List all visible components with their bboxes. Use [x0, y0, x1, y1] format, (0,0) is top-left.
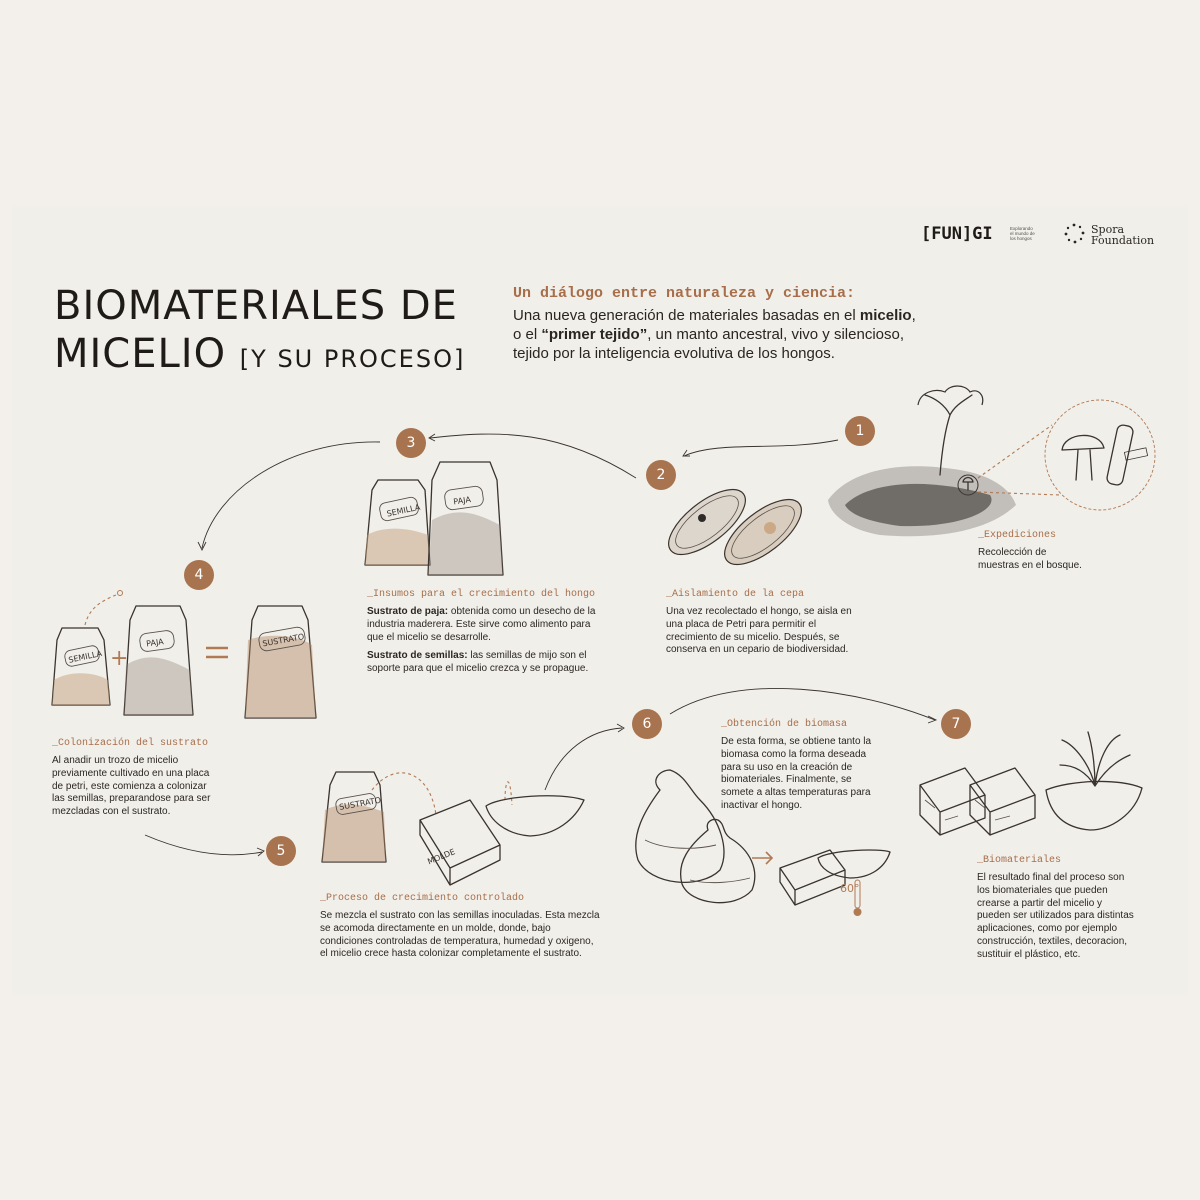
text-line: Se mezcla el sustrato con las semillas inoculadas. Esta mezcla — [320, 910, 600, 921]
text-line: una placa de Petri para permitir el — [666, 618, 817, 630]
spora-logo-line: Foundation — [1091, 234, 1155, 247]
lead-line-3: tejido por la inteligencia evolutiva de los hongos. — [513, 345, 835, 362]
text-line: crearse a partir del micelio y — [977, 897, 1103, 909]
text-line: se acomoda directamente en un molde, donde, bajo — [320, 922, 551, 934]
step-4-block — [52, 738, 252, 819]
fungi-tagline-line: los hongos — [1010, 236, 1032, 241]
step-7-title: _Biomateriales — [977, 855, 1062, 866]
step-2-block — [666, 589, 886, 657]
text-line: de petri, este comienza a colonizar — [52, 780, 207, 792]
step-4-title: _Colonización del sustrato — [52, 738, 209, 749]
bag-label-paja-4: PAJA — [145, 637, 165, 649]
step-6-block — [721, 719, 921, 813]
arrow-2-3 — [430, 434, 636, 478]
biomaterials-illustration — [920, 732, 1142, 835]
step-7-block — [977, 855, 1177, 962]
step-number-5: 5 — [266, 836, 296, 866]
step-3-block — [367, 589, 627, 682]
text-span: las semillas de mijo son el — [467, 650, 587, 662]
plus-sign: + — [110, 646, 129, 671]
arrow-head — [928, 716, 936, 723]
arrow-6-7 — [670, 688, 935, 720]
bag-label-sustrato-5: SUSTRATO — [338, 795, 382, 812]
text-line: mezcladas con el sustrato. — [52, 806, 171, 818]
bags-illustration-step4 — [52, 591, 316, 719]
lead-text: , — [911, 307, 916, 324]
text-line: previamente cultivado en una placa — [52, 767, 210, 779]
text-line: biomasa como la forma deseada — [721, 748, 867, 760]
arrow-head — [198, 542, 206, 550]
arrow-5-6 — [545, 728, 622, 790]
text-line: conserva en un cepario de biodiversidad. — [666, 644, 849, 656]
step-number-2: 2 — [646, 460, 676, 490]
step-4-text — [52, 755, 252, 819]
text-line: construcción, textiles, decoracion, — [977, 935, 1128, 947]
bold-term: Sustrato de paja: — [367, 606, 449, 617]
step-number-6: 6 — [632, 709, 662, 739]
text-line: aplicaciones, como por ejemplo — [977, 923, 1118, 935]
step-2-title: _Aislamiento de la cepa — [666, 589, 805, 600]
text-line: las semillas, preparandose para ser — [52, 793, 211, 805]
lead-text: o el — [513, 326, 542, 343]
step-5-title: _Proceso de crecimiento controlado — [320, 893, 525, 904]
step-3-paragraph-2 — [367, 650, 627, 676]
text-line: De esta forma, se obtiene tanto la — [721, 736, 872, 747]
step-number-7: 7 — [941, 709, 971, 739]
bag-label-paja: PAJA — [452, 495, 472, 507]
text-line: sustituir el plástico, etc. — [977, 948, 1081, 960]
step-1-title: _Expediciones — [978, 530, 1057, 541]
bold-term: Sustrato de semillas: — [367, 650, 468, 662]
text-line: industria maderera. Este sirve como alimento para — [367, 618, 591, 630]
step-3-text — [367, 606, 627, 676]
lead-text: , un manto ancestral, vivo y silencioso, — [647, 326, 905, 343]
text-line: Al anadir un trozo de micelio — [52, 755, 179, 766]
step-3-title: _Insumos para el crecimiento del hongo — [367, 589, 596, 600]
arrow-1-2 — [684, 440, 838, 456]
step-3-paragraph-1 — [367, 606, 627, 644]
step-1-block — [978, 530, 1168, 573]
temperature-label: 60° — [840, 882, 860, 895]
spora-logo-line: Spora — [1091, 223, 1125, 236]
bag-label-sustrato: SUSTRATO — [261, 632, 305, 649]
title-suffix: [Y SU PROCESO] — [239, 345, 466, 373]
step-6-title: _Obtención de biomasa — [721, 719, 848, 730]
text-line: condiciones controladas de temperatura, humedad y oxigeno, — [320, 935, 594, 947]
text-line: el micelio crece hasta colonizar completamente el sustrato. — [320, 948, 582, 960]
title-main-word: MICELIO — [54, 331, 227, 377]
equals-sign — [206, 648, 228, 657]
fungi-tagline-line: Explorando — [1010, 226, 1033, 231]
text-line: somete a altas temperaturas para — [721, 787, 871, 799]
title-line-1: BIOMATERIALES DE — [54, 283, 458, 329]
step-6-text — [721, 736, 921, 813]
text-line: pueden ser utilizados para distintas — [977, 910, 1134, 922]
fungi-logo: [FUN]GI — [921, 224, 993, 244]
text-line: El resultado final del proceso son — [977, 872, 1125, 883]
step-5-block — [320, 893, 640, 961]
bag-label-semilla-4: SEMILLA — [67, 648, 103, 665]
bags-illustration-step3 — [365, 462, 503, 575]
text-line: muestras en el bosque. — [978, 559, 1082, 571]
arrow-4-5 — [145, 835, 262, 855]
subtitle: Un diálogo entre naturaleza y ciencia: — [513, 285, 856, 302]
text-line: Recolección de — [978, 547, 1047, 558]
step-number-1: 1 — [845, 416, 875, 446]
text-line: biomateriales. Finalmente, se — [721, 774, 852, 786]
text-line: inactivar el hongo. — [721, 799, 803, 811]
fungi-tagline-line: el mundo de — [1010, 231, 1035, 236]
step-1-text — [978, 547, 1168, 573]
bag-label-semilla: SEMILLA — [385, 502, 421, 519]
text-line: que el micelio se desarrolle. — [367, 631, 491, 643]
arrow-3-4 — [202, 442, 380, 548]
text-line: los biomateriales que pueden — [977, 884, 1108, 896]
mold-label: MOLDE — [426, 847, 457, 867]
forest-illustration — [828, 386, 1155, 536]
step-7-text — [977, 872, 1177, 962]
text-line: soporte para que el micelio crezca y se propague. — [367, 663, 589, 675]
text-line: crecimiento de su micelio. Después, se — [666, 631, 840, 643]
lead-bold: micelio — [859, 307, 912, 324]
text-span: obtenida como un desecho de la — [448, 606, 596, 617]
step-number-3: 3 — [396, 428, 426, 458]
text-line: para su uso en la creación de — [721, 761, 853, 773]
lead-text: Una nueva generación de materiales basadas en el — [513, 307, 860, 324]
step-5-text — [320, 910, 640, 961]
step-number-4: 4 — [184, 560, 214, 590]
petri-dishes-illustration — [658, 478, 811, 576]
text-line: Una vez recolectado el hongo, se aisla en — [666, 606, 852, 617]
step-2-text — [666, 606, 886, 657]
molding-illustration — [322, 772, 584, 885]
lead-bold: “primer tejido” — [541, 326, 648, 343]
